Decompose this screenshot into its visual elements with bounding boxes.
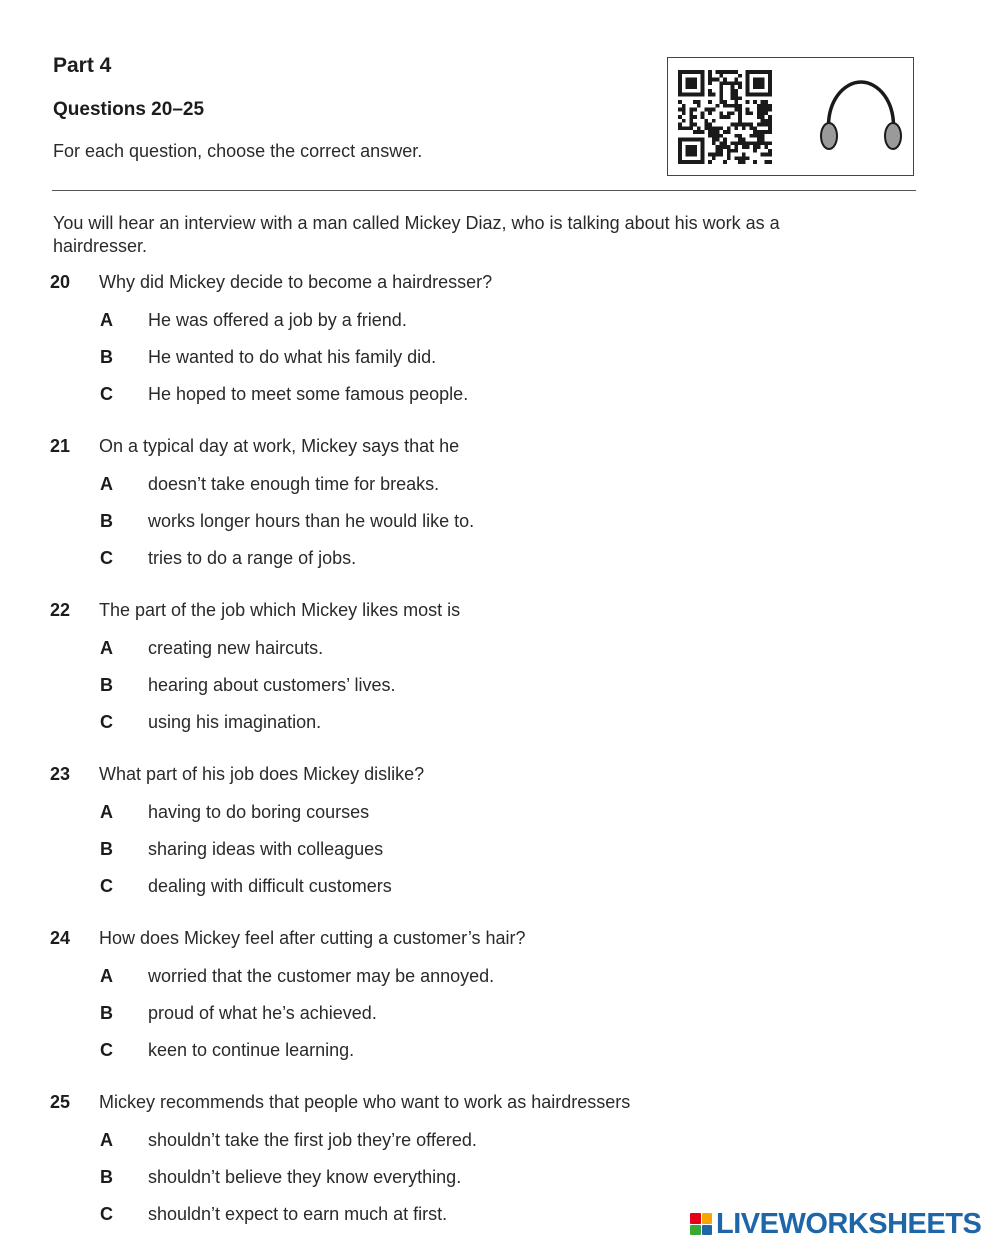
- option-23-b[interactable]: [100, 839, 860, 863]
- instruction: For each question, choose the correct answer.: [53, 141, 423, 161]
- option-22-b[interactable]: [100, 675, 860, 699]
- question-21: [50, 436, 910, 576]
- option-letter: B: [100, 675, 113, 695]
- option-text: creating new haircuts.: [148, 638, 324, 658]
- question-text: How does Mickey feel after cutting a customer’s hair?: [99, 928, 526, 948]
- option-text: sharing ideas with colleagues: [148, 839, 384, 859]
- option-22-a[interactable]: [100, 638, 860, 662]
- option-letter: A: [100, 474, 113, 494]
- option-text: works longer hours than he would like to.: [148, 511, 475, 531]
- question-text: Why did Mickey decide to become a hairdresser?: [99, 272, 493, 292]
- questions-range: Questions 20–25: [53, 99, 205, 120]
- headphones-icon: [815, 78, 907, 158]
- option-23-a[interactable]: [100, 802, 860, 826]
- option-text: shouldn’t believe they know everything.: [148, 1167, 462, 1187]
- question-number: 21: [50, 436, 71, 456]
- option-20-b[interactable]: [100, 347, 860, 371]
- option-text: hearing about customers’ lives.: [148, 675, 396, 695]
- option-letter: C: [100, 548, 113, 568]
- option-letter: C: [100, 1204, 113, 1224]
- liveworksheets-logo[interactable]: [690, 1208, 981, 1240]
- option-text: worried that the customer may be annoyed.: [148, 966, 495, 986]
- question-22: [50, 600, 910, 740]
- option-letter: A: [100, 638, 113, 658]
- question-text: The part of the job which Mickey likes most is: [99, 600, 461, 620]
- option-letter: B: [100, 511, 113, 531]
- option-letter: A: [100, 966, 113, 986]
- question-number: 23: [50, 764, 71, 784]
- intro-text: You will hear an interview with a man called Mickey Diaz, who is talking about his work as a hairdresser.: [53, 213, 780, 256]
- option-letter: C: [100, 876, 113, 896]
- option-letter: B: [100, 839, 113, 859]
- option-letter: B: [100, 347, 113, 367]
- option-25-a[interactable]: [100, 1130, 860, 1154]
- option-24-b[interactable]: [100, 1003, 860, 1027]
- question-number: 24: [50, 928, 71, 948]
- question-23: [50, 764, 910, 904]
- option-text: He wanted to do what his family did.: [148, 347, 437, 367]
- option-text: tries to do a range of jobs.: [148, 548, 357, 568]
- option-letter: B: [100, 1167, 113, 1187]
- option-22-c[interactable]: [100, 712, 860, 736]
- option-23-c[interactable]: [100, 876, 860, 900]
- qr-code-icon[interactable]: [678, 70, 772, 164]
- option-text: He hoped to meet some famous people.: [148, 384, 469, 404]
- option-letter: A: [100, 310, 113, 330]
- question-number: 22: [50, 600, 71, 620]
- question-text: Mickey recommends that people who want to work as hairdressers: [99, 1092, 631, 1112]
- option-letter: A: [100, 1130, 113, 1150]
- option-letter: C: [100, 712, 113, 732]
- option-24-c[interactable]: [100, 1040, 860, 1064]
- option-text: shouldn’t expect to earn much at first.: [148, 1204, 448, 1224]
- option-letter: C: [100, 1040, 113, 1060]
- part-title: Part 4: [53, 54, 112, 77]
- question-text: What part of his job does Mickey dislike?: [99, 764, 425, 784]
- question-number: 25: [50, 1092, 71, 1112]
- option-text: dealing with difficult customers: [148, 876, 392, 896]
- liveworksheets-logo-icon: [690, 1213, 712, 1235]
- logo-text: LIVEWORKSHEETS: [716, 1207, 982, 1240]
- option-text: shouldn’t take the first job they’re offered.: [148, 1130, 477, 1150]
- option-text: proud of what he’s achieved.: [148, 1003, 377, 1023]
- option-20-a[interactable]: [100, 310, 860, 334]
- question-text: On a typical day at work, Mickey says that he: [99, 436, 460, 456]
- option-25-b[interactable]: [100, 1167, 860, 1191]
- option-21-a[interactable]: [100, 474, 860, 498]
- option-letter: A: [100, 802, 113, 822]
- option-text: doesn’t take enough time for breaks.: [148, 474, 440, 494]
- option-text: He was offered a job by a friend.: [148, 310, 407, 330]
- question-number: 20: [50, 272, 71, 292]
- question-20: [50, 272, 910, 412]
- section-divider: [52, 190, 916, 191]
- option-20-c[interactable]: [100, 384, 860, 408]
- option-21-c[interactable]: [100, 548, 860, 572]
- option-text: using his imagination.: [148, 712, 322, 732]
- option-letter: C: [100, 384, 113, 404]
- option-text: keen to continue learning.: [148, 1040, 355, 1060]
- question-24: [50, 928, 910, 1068]
- option-21-b[interactable]: [100, 511, 860, 535]
- option-text: having to do boring courses: [148, 802, 370, 822]
- option-letter: B: [100, 1003, 113, 1023]
- option-24-a[interactable]: [100, 966, 860, 990]
